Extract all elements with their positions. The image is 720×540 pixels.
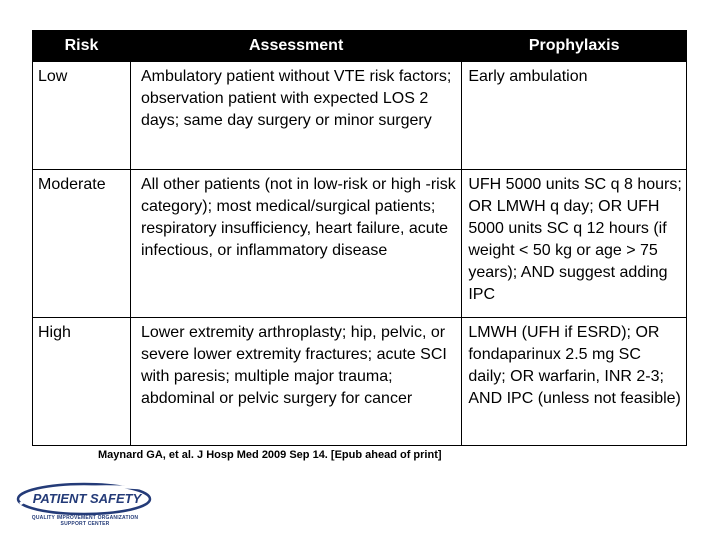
vte-risk-table <box>32 30 687 446</box>
assessment-text: Lower extremity arthroplasty; hip, pelvic, or severe lower extremity fractures; acute SCI with paresis; multiple major trauma; abdominal or pelvic surgery for cancer <box>140 324 447 407</box>
logo-subtext-line1: QUALITY IMPROVEMENT ORGANIZATION <box>31 515 139 521</box>
table-row <box>33 318 687 446</box>
table-row <box>33 170 687 318</box>
table-row <box>33 62 687 170</box>
assessment-text: All other patients (not in low-risk or high -risk category); most medical/surgical patients; respiratory insufficiency, heart failure, acute infectious, or inflammatory disease <box>140 176 456 259</box>
prophylaxis-text: Early ambulation <box>468 68 588 85</box>
prophylaxis-text: UFH 5000 units SC q 8 hours; OR LMWH q day; OR UFH 5000 units SC q 12 hours (if weight < 50 kg or age > 75 years); AND suggest adding IPC <box>468 176 682 303</box>
risk-level: High <box>38 324 71 341</box>
risk-level: Low <box>38 68 68 85</box>
assessment-text: Ambulatory patient without VTE risk factors; observation patient with expected LOS 2 days; same day surgery or minor surgery <box>140 68 452 129</box>
risk-level: Moderate <box>38 176 106 193</box>
table-header-row <box>33 31 687 62</box>
header-risk: Risk <box>33 31 131 62</box>
logo-subtext <box>25 515 145 527</box>
logo-text: PATIENT SAFETY <box>32 491 142 506</box>
header-assessment: Assessment <box>130 31 461 62</box>
logo-subtext-line2: SUPPORT CENTER <box>60 521 110 527</box>
prophylaxis-text: LMWH (UFH if ESRD); OR fondaparinux 2.5 mg SC daily; OR warfarin, INR 2-3; AND IPC (unless not feasible) <box>468 324 681 407</box>
citation: Maynard GA, et al. J Hosp Med 2009 Sep 14. [Epub ahead of print] <box>98 449 442 461</box>
header-prophylaxis: Prophylaxis <box>462 31 687 62</box>
